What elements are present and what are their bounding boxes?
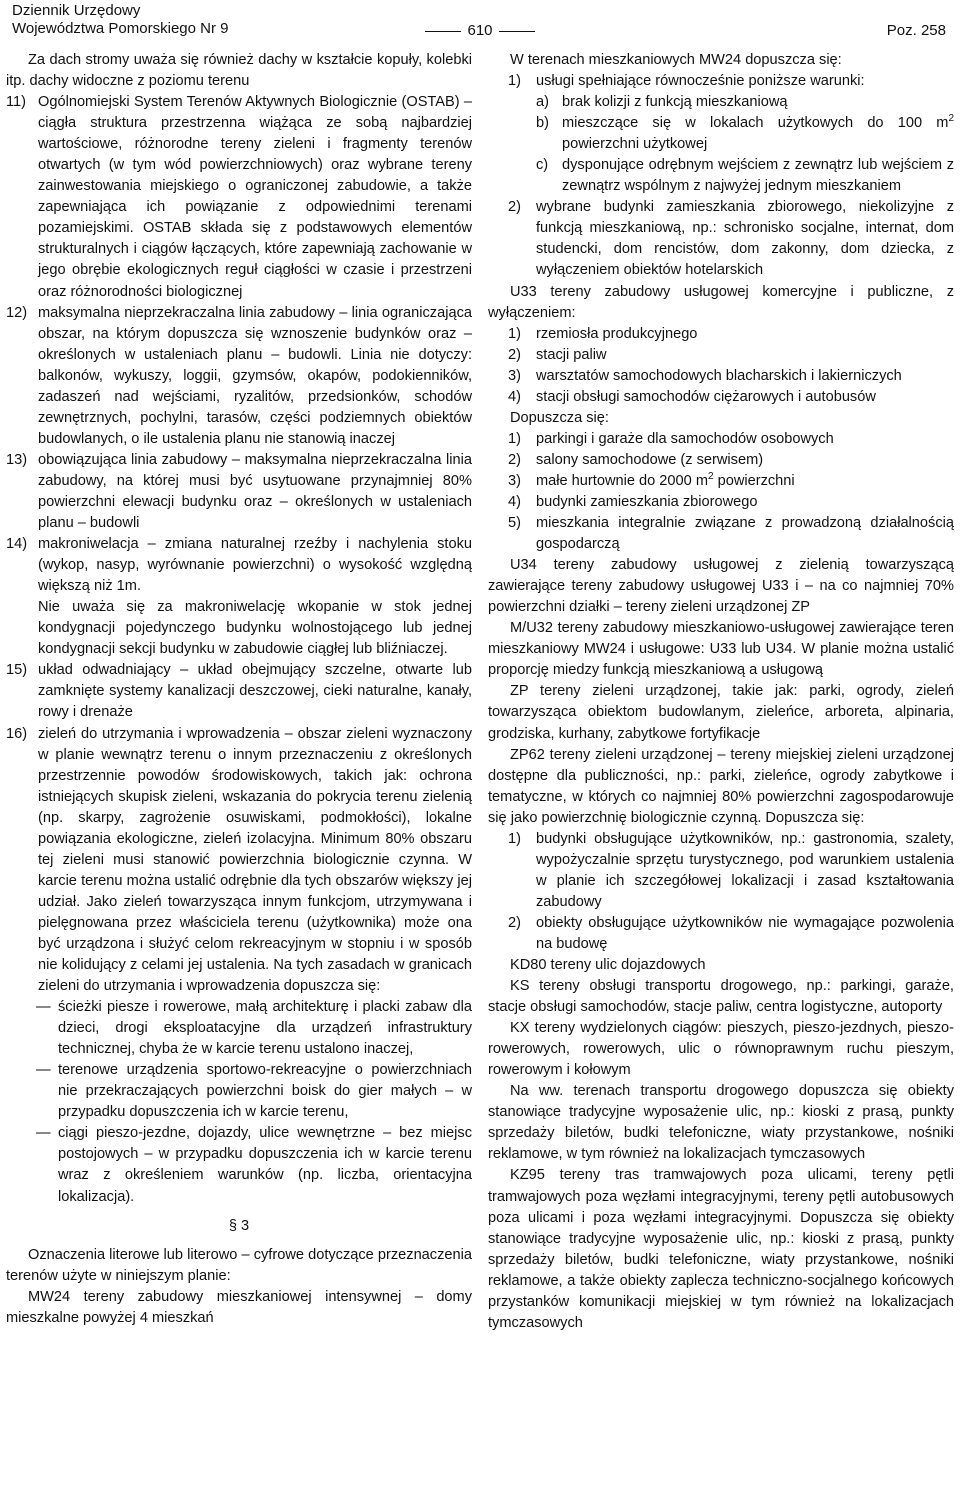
item-number: 16) — [6, 725, 28, 742]
dash-item-text: terenowe urządzenia sportowo-rekreacyjne o powierzchniach nie przekraczających powierzchni boisk do gier małych – w przypadku dopuszczenia ich w karcie terenu, — [58, 1062, 472, 1121]
sub-item-text: dysponujące odrębnym wejściem z zewnątrz lub wejściem z zewnątrz wspólnym z najwyżej jednym mieszkaniem — [562, 157, 954, 195]
journal-title-line1: Dziennik Urzędowy — [12, 2, 141, 19]
superscript: 2 — [948, 113, 954, 125]
list-item — [488, 71, 954, 92]
definition-13 — [6, 450, 472, 534]
kd80-definition: KD80 tereny ulic dojazdowych — [510, 957, 706, 974]
item-text: parkingi i garaże dla samochodów osobowych — [536, 430, 834, 447]
u33-definition: U33 tereny zabudowy usługowej komercyjne i publiczne, z wyłączeniem: — [488, 283, 954, 321]
list-item — [488, 345, 954, 366]
text-columns — [6, 50, 954, 1334]
item-number: 3) — [508, 367, 521, 384]
item-text: stacji obsługi samochodów ciężarowych i autobusów — [536, 388, 876, 405]
item-text: warsztatów samochodowych blacharskich i lakierniczych — [536, 367, 902, 384]
item-number: 11) — [6, 94, 27, 111]
list-item — [488, 366, 954, 387]
list-item — [488, 324, 954, 345]
sub-item-text-main: mieszczące się w lokalach użytkowych do 100 m — [562, 115, 949, 132]
sub-item — [488, 155, 954, 197]
definition-14-continuation: Nie uważa się za makroniwelację wkopanie w stok jednej kondygnacji pojedynczego budynku wolnostojącego lub jednej kondygnacji sekcji budynku w zabudowie ciągłej lub bliźniaczej. — [38, 599, 472, 658]
list-item — [488, 387, 954, 408]
item-text: stacji paliw — [536, 346, 607, 363]
item-number: 1) — [508, 73, 521, 90]
item-number: 5) — [508, 515, 521, 532]
sub-item — [488, 92, 954, 113]
sub-item-text: brak kolizji z funkcją mieszkaniową — [562, 94, 788, 111]
item-number: 4) — [508, 388, 521, 405]
left-column — [6, 50, 472, 1334]
position-label: Poz. 258 — [886, 22, 946, 39]
zp-definition: ZP tereny zieleni urządzonej, takie jak: parki, ogrody, zieleń towarzysząca obiektom budowlanym, zieleńce, arboreta, alpinaria, grodziska, kurhany, zabytkowe fortyfikacje — [488, 683, 954, 742]
section-intro: Oznaczenia literowe lub literowo – cyfrowe dotyczące przeznaczenia terenów użyte w niniejszym planie: — [6, 1246, 472, 1284]
dash-marker: — — [36, 1062, 51, 1079]
item-text: układ odwadniający – układ obejmujący szczelne, otwarte lub zamknięte systemy kanalizacji deszczowej, cieki naturalne, kanały, rowy i drenaże — [38, 662, 472, 721]
definition-11 — [6, 92, 472, 302]
item-number: 2) — [508, 451, 521, 468]
item-text: mieszkania integralnie związane z prowadzoną działalnością gospodarczą — [536, 515, 954, 553]
item-text — [536, 471, 954, 492]
item-number: 1) — [508, 830, 521, 847]
list-item — [488, 829, 954, 913]
item-number: 2) — [508, 199, 521, 216]
item-text: obowiązująca linia zabudowy – maksymalna nieprzekraczalna linia zabudowy, na której musi być usytuowane przynajmniej 80% powierzchni elewacji budynku oraz – określonych w ustaleniach planu – budowli — [38, 451, 472, 532]
list-item — [488, 513, 954, 555]
dash-item-text: ciągi pieszo-jezdne, dojazdy, ulice wewnętrzne – bez miejsc postojowych – w przypadku dopuszczenia ich w karcie terenu wraz z określeniem warunków (np. liczba, orientacyjna lokalizacja). — [58, 1125, 472, 1205]
sub-item — [488, 113, 954, 155]
item-number: 2) — [508, 914, 521, 931]
definition-14 — [6, 534, 472, 597]
item-text: salony samochodowe (z serwisem) — [536, 451, 764, 468]
item-number: 15) — [6, 662, 28, 679]
page-number-dash-right — [499, 31, 535, 32]
item-number: 12) — [6, 304, 28, 321]
page-number — [6, 22, 954, 40]
u34-definition: U34 tereny zabudowy usługowej z zielenią towarzyszącą zawierające tereny zabudowy usługowej U33 i – na co najmniej 70% powierzchni działki – tereny zieleni urządzonej ZP — [488, 557, 954, 616]
dash-list-item — [6, 1060, 472, 1123]
page-number-value: 610 — [467, 22, 493, 39]
sub-item-letter: b) — [536, 115, 549, 132]
kz95-definition: KZ95 tereny tras tramwajowych poza ulicami, tereny pętli tramwajowych poza węzłami integracyjnymi, tereny pętli autobusowych poza ulicami i poza węzłami integracyjnymi. Dopuszcza się obiekty stanowiące tradycyjne wyposażenie ulic, np.: kioski z prasą, punkty sprzedaży biletów, budki telefoniczne, wiaty przystankowe, nośniki reklamowe, a także obiekty zaplecza techniczno-socjalnego końcowych przystanków komunikacji miejskiej w tym również na lokalizacjach tymczasowych — [488, 1167, 954, 1331]
list-item — [488, 429, 954, 450]
page-number-dash-left — [425, 31, 461, 32]
item-number: 1) — [508, 430, 521, 447]
ks-definition: KS tereny obsługi transportu drogowego, np.: parkingi, garaże, stacje obsługi samochodów, stacje paliw, centra logistyczne, autoporty — [488, 978, 954, 1016]
item-number: 14) — [6, 536, 28, 553]
list-item — [488, 913, 954, 955]
list-item — [488, 471, 954, 492]
item-number: 1) — [508, 325, 521, 342]
item-number: 13) — [6, 451, 28, 468]
u33-allowances: Dopuszcza się: — [510, 409, 609, 426]
item-number: 4) — [508, 493, 521, 510]
list-item — [488, 197, 954, 281]
item-text: zieleń do utrzymania i wprowadzenia – obszar zieleni wyznaczony w planie wewnątrz terenu o innym przeznaczeniu z określonych przestrzennie powodów środowiskowych, takich jak: ochrona istniejących skupisk zieleni, wskazania do pokrycia terenu zielenią (np. skarpy, zagrożenie osuwiskami, podmokłości), lokalne powiązania ekologiczne, zieleń izolacyjna. Minimum 80% obszaru tej zieleni musi stanowić powierzchnia biologicznie czynna. W karcie terenu można ustalić odrębnie dla tych obszarów większy jej udział. Jako zieleń towarzysząca innym funkcjom, utrzymywana i pielęgnowana przez właściciela terenu (użytkownika) może ona być urządzona i służyć celom rekreacyjnym w stopniu i w sposób nie kolidujący z celami jej ustalenia. Na tych zasadach w granicach zieleni do utrzymania i wprowadzenia dopuszcza się: — [38, 725, 472, 995]
sub-item-letter: a) — [536, 94, 549, 111]
definition-16 — [6, 724, 472, 998]
dash-marker: — — [36, 1125, 51, 1142]
definition-15 — [6, 660, 472, 723]
item-text: makroniwelacja – zmiana naturalnej rzeźby i nachylenia stoku (wykop, nasyp, wyrównanie powierzchni) o wysokość względną większą niż 1m. — [38, 536, 472, 595]
item-number: 3) — [508, 472, 521, 489]
journal-title-line2: Województwa Pomorskiego Nr 9 — [12, 20, 229, 37]
item-text: usługi spełniające równocześnie poniższe warunki: — [536, 73, 865, 90]
item-text: rzemiosła produkcyjnego — [536, 325, 698, 342]
item-text: maksymalna nieprzekraczalna linia zabudowy – linia ograniczająca obszar, na którym dopuszcza się wznoszenie budynków oraz – określonych w ustaleniach planu – budowli. Linia nie dotyczy: balkonów, wykuszy, loggii, gzymsów, okapów, podokienników, zadaszeń nad wejściami, ryzalitów, przedsionków, schodów zewnętrznych, pochylni, tarasów, części podziemnych obiektów budowlanych, o ile ustalenia planu nie stanowią inaczej — [38, 304, 472, 447]
item-text: budynki obsługujące użytkowników, np.: gastronomia, szalety, wypożyczalnie sprzętu turystycznego, pod warunkiem ustalenia w planie ich szczegółowej lokalizacji i zasad kształtowania zabudowy — [536, 830, 954, 910]
dash-marker: — — [36, 999, 51, 1016]
list-item — [488, 450, 954, 471]
list-item — [488, 492, 954, 513]
sub-item-text-rest: powierzchni użytkowej — [562, 136, 708, 153]
item-text: Ogólnomiejski System Terenów Aktywnych Biologicznie (OSTAB) – ciągła struktura przestrzenna wiążąca ze sobą najbardziej wartościowe, różnorodne tereny zieleni i fragmenty terenów otwartych (w tym wód powierzchniowych) oraz wybrane tereny zainwestowania miejskiego o ograniczonej zabudowie, a także zapewniająca ich powiązanie z odpowiednimi terenami pozamiejskimi. OSTAB składa się z podstawowych elementów strukturalnych i ciągów łączących, które zapewniają zachowanie w jego obrębie ekologicznych reguł ciągłości w czasie i przestrzeni oraz różnorodności biologicznej — [38, 94, 472, 300]
item-text: budynki zamieszkania zbiorowego — [536, 493, 758, 510]
superscript: 2 — [707, 471, 714, 483]
dash-list-item — [6, 997, 472, 1060]
page-header — [6, 0, 954, 48]
item-text-rest: powierzchni — [713, 472, 795, 489]
mu32-definition: M/U32 tereny zabudowy mieszkaniowo-usługowej zawierające teren mieszkaniowy MW24 i usługowe: U33 lub U34. W planie można ustalić proporcję miedzy funkcją mieszkaniową a usługową — [488, 620, 954, 679]
zp62-definition: ZP62 tereny zieleni urządzonej – tereny miejskiej zieleni urządzonej dostępne dla publiczności, np.: parki, zieleńce, ogrody zabytkowe i tematyczne, w których co najmniej 80% powierzchni zagospodarowuje się jako powierzchnię biologicznie czynną. Dopuszcza się: — [488, 746, 954, 826]
definition-12 — [6, 303, 472, 450]
kx-definition: KX tereny wydzielonych ciągów: pieszych, pieszo-jezdnych, pieszo-rowerowych, rowerowych, ulic o równoprawnym ruchu pieszym, rowerowym i kołowym — [488, 1020, 954, 1079]
right-column — [488, 50, 954, 1334]
dash-list-item — [6, 1123, 472, 1207]
sub-item-text — [562, 113, 954, 155]
dash-item-text: ścieżki piesze i rowerowe, małą architekturę i placki zabaw dla dzieci, drogi eksploatacyjne dla urządzeń infrastruktury technicznej, chyba że w karcie terenu ustalono inaczej, — [58, 999, 472, 1058]
section-heading: § 3 — [228, 1217, 250, 1234]
item-text: wybrane budynki zamieszkania zbiorowego, niekolizyjne z funkcją mieszkaniową, np.: schronisko socjalne, internat, dom studencki, dom rencistów, dom zakonny, dom dziecka, z wyłączeniem obiektów hotelarskich — [536, 199, 954, 279]
mw24-definition: MW24 tereny zabudowy mieszkaniowej intensywnej – domy mieszkalne powyżej 4 mieszkań — [6, 1288, 472, 1326]
item-text-main: małe hurtownie do 2000 m — [536, 472, 708, 489]
item-text: obiekty obsługujące użytkowników nie wymagające pozwolenia na budowę — [536, 914, 954, 952]
intro-text: Za dach stromy uważa się również dachy w kształcie kopuły, kolebki itp. dachy widoczne z poziomu terenu — [6, 52, 472, 90]
mw24-allowances: W terenach mieszkaniowych MW24 dopuszcza się: — [510, 52, 842, 68]
transport-allowances: Na ww. terenach transportu drogowego dopuszcza się obiekty stanowiące tradycyjne wyposażenie ulic, np.: kioski z prasą, punkty sprzedaży biletów, budki telefoniczne, wiaty przystankowe, nośniki reklamowe, w tym również na lokalizacjach tymczasowych — [488, 1083, 954, 1163]
sub-item-letter: c) — [536, 157, 549, 174]
item-number: 2) — [508, 346, 521, 363]
